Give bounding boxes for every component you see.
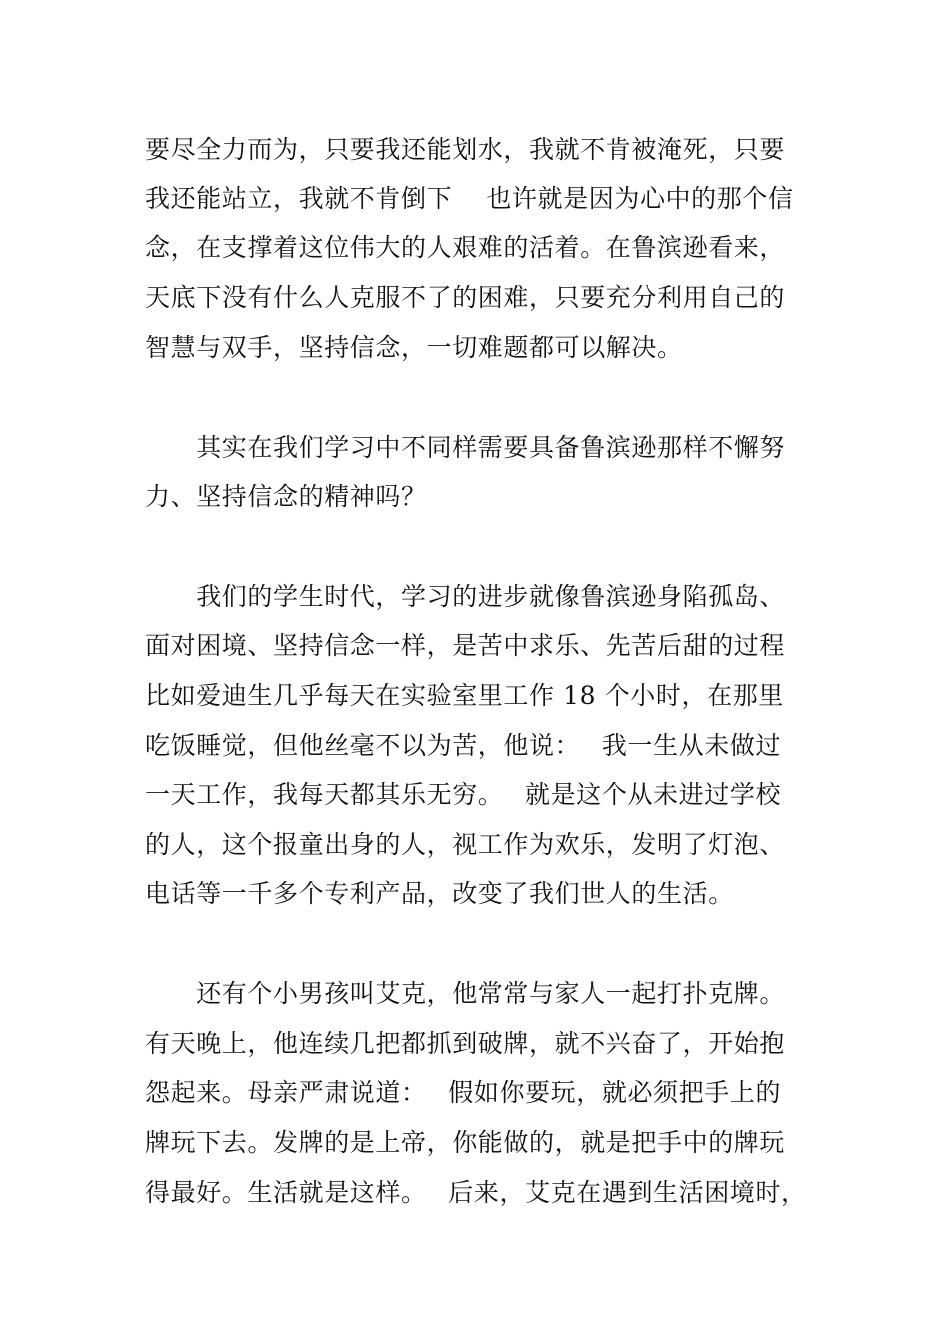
text-line: 要尽全力而为，只要我还能划水，我就不肯被淹死，只要 bbox=[145, 135, 786, 164]
text-line: 电话等一千多个专利产品，改变了我们世人的生活。 bbox=[145, 879, 734, 908]
text-line: 我还能站立，我就不肯倒下 也许就是因为心中的那个信 bbox=[145, 184, 794, 213]
text-line: 还有个小男孩叫艾克，他常常与家人一起打扑克牌。 bbox=[145, 979, 786, 1008]
text-line: 我们的学生时代，学习的进步就像鲁滨逊身陷孤岛、 bbox=[145, 582, 786, 611]
text-line: 吃饭睡觉，但他丝毫不以为苦，他说： 我一生从未做过 bbox=[145, 731, 782, 760]
text-line: 的人，这个报童出身的人，视工作为欢乐，发明了灯泡、 bbox=[145, 830, 786, 859]
text-line: 智慧与双手，坚持信念，一切难题都可以解决。 bbox=[145, 333, 683, 362]
text-line: 比如爱迪生几乎每天在实验室里工作 18 个小时，在那里 bbox=[145, 681, 784, 710]
text-line: 得最好。生活就是这样。 后来，艾克在遇到生活困境时， bbox=[145, 1178, 807, 1207]
text-line: 牌玩下去。发牌的是上帝，你能做的，就是把手中的牌玩 bbox=[145, 1128, 786, 1157]
text-line: 一天工作，我每天都其乐无穷。 就是这个从未进过学校 bbox=[145, 780, 782, 809]
text-line: 力、坚持信念的精神吗？ bbox=[145, 482, 427, 511]
text-line: 有天晚上，他连续几把都抓到破牌，就不兴奋了，开始抱 bbox=[145, 1029, 786, 1058]
text-line: 怨起来。母亲严肃说道： 假如你要玩，就必须把手上的 bbox=[145, 1078, 782, 1107]
text-line: 其实在我们学习中不同样需要具备鲁滨逊那样不懈努 bbox=[145, 433, 786, 462]
text-line: 天底下没有什么人克服不了的困难，只要充分利用自己的 bbox=[145, 283, 786, 312]
text-line: 念，在支撑着这位伟大的人艰难的活着。在鲁滨逊看来， bbox=[145, 233, 786, 262]
text-line: 面对困境、坚持信念一样，是苦中求乐、先苦后甜的过程 bbox=[145, 631, 786, 660]
